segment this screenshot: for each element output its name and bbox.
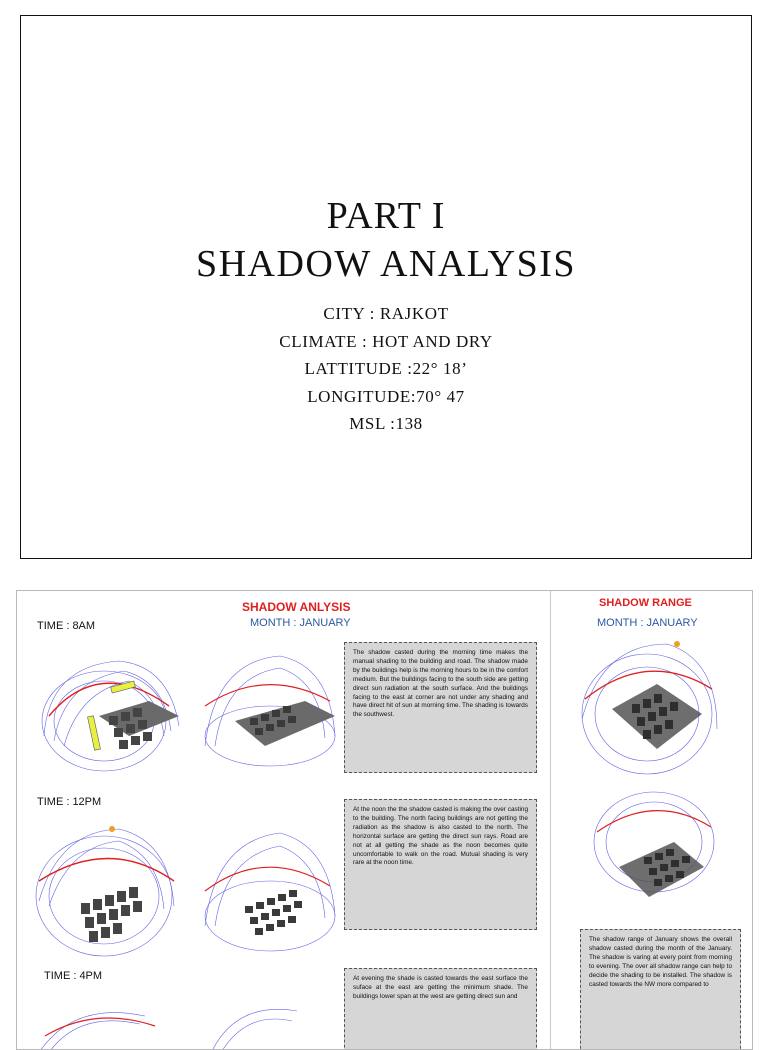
left-month-label: MONTH : JANUARY	[250, 617, 351, 629]
text-shadow-range: The shadow range of January shows the overall shadow casted during the month of the January. The shadow is varing at every point from morning to evening. The over all shadow range can help to decide the shading to be installed. The shadow is casted towards the NW more compared to	[580, 929, 741, 1050]
city-line: CITY : RAJKOT	[323, 304, 449, 323]
climate-line: CLIMATE : HOT AND DRY	[279, 331, 493, 351]
time-label-4pm: TIME : 4PM	[44, 970, 103, 982]
part-title: PART I	[326, 195, 446, 237]
msl-line: MSL :138	[349, 414, 423, 433]
sun-path-diagram-12pm	[29, 821, 189, 961]
text-12pm: At the noon the the shadow casted is making the over casting to the building. The north facing buildings are not getting the radiation as the shadow is also casted to the north. The horizontal surface are getting the direct sun rays. Road are not at all getting the shade as the noon becomes quite uncomfortable to walk on the road. Mutual shading is very rare at the noon time.	[344, 799, 537, 930]
shadow-diagram-12pm	[195, 821, 345, 961]
shadow-analysis-slide	[16, 590, 753, 1050]
shadow-range-diagram-2	[589, 787, 719, 912]
time-label-8am: TIME : 8AM	[37, 620, 96, 632]
text-8am: The shadow casted during the morning time makes the manual shading to the building and road. The shadow made by the buildings help is the morning hours to be in the comfort medium. But the buildings facing to the south side are getting direct sun radiation at the south surface. And the buildings facing to the east at corner are not under any shading and have direct hit of sun at morning time. The shading is towards the southwest.	[344, 642, 537, 773]
title-slide	[20, 15, 752, 559]
latitude-line: LATTITUDE :22° 18’	[304, 359, 468, 378]
text-4pm: At evening the shade is casted towards the east surface the suface at the east are getting the minimum shade. The buildings lower span at the west are getting direct sun and	[344, 968, 537, 1050]
site-info	[21, 300, 751, 438]
shadow-range-diagram-1	[577, 639, 727, 779]
shadow-range-title: SHADOW RANGE	[599, 597, 692, 609]
shadow-diagram-8am	[195, 646, 345, 776]
sun-path-diagram-8am	[29, 646, 189, 776]
sun-path-diagram-4pm	[35, 996, 175, 1050]
longitude-line: LONGITUDE:70° 47	[307, 386, 465, 406]
right-month-label: MONTH : JANUARY	[597, 617, 698, 629]
column-divider	[550, 591, 551, 1050]
section-title: SHADOW ANALYSIS	[195, 243, 577, 285]
shadow-analysis-title: SHADOW ANLYSIS	[242, 600, 351, 614]
time-label-12pm: TIME : 12PM	[37, 796, 102, 808]
shadow-diagram-4pm	[207, 996, 317, 1050]
